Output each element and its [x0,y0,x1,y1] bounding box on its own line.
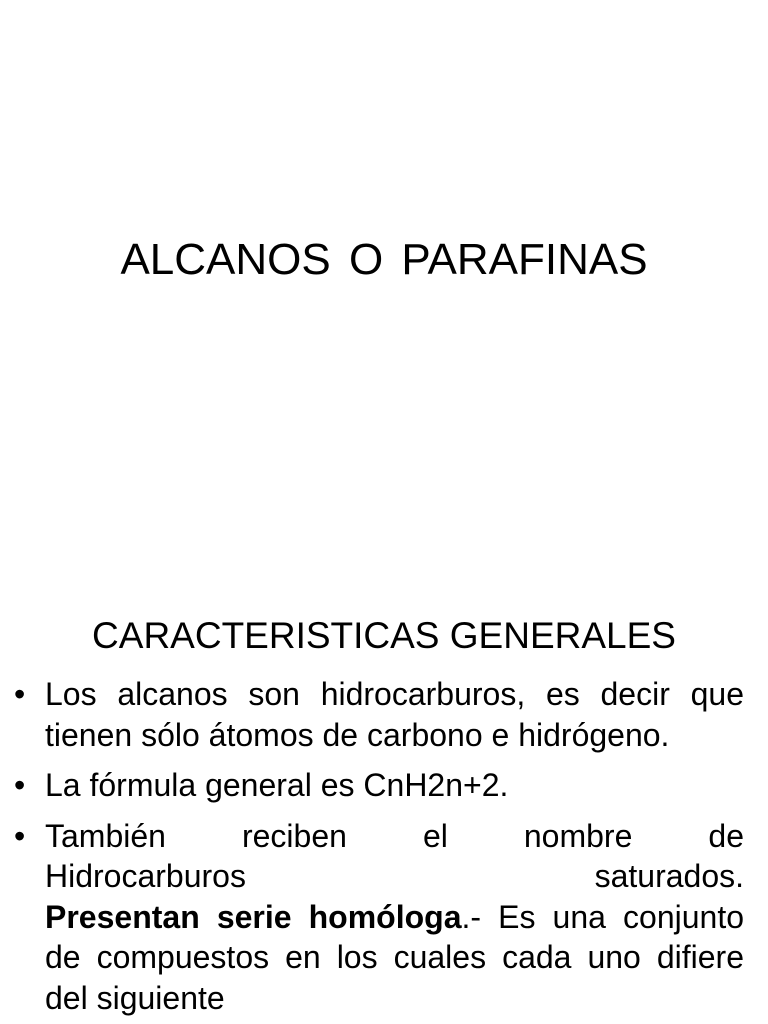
bullet-text-block [45,816,744,1019]
bold-term: Presentan serie homóloga [45,898,462,935]
bullet-text-continuation: .- Es una conjunto de compuestos en los cuales cada uno difiere del siguiente [45,898,744,1016]
characteristics-heading: CARACTERISTICAS GENERALES [92,615,676,656]
slide-title-heading: ALCANOS O PARAFINAS [120,235,648,284]
bullet-text-line: Hidrocarburos saturados. [45,858,744,894]
bullet-icon: • [14,767,26,803]
list-item [14,674,744,755]
list-item [14,765,744,806]
bullet-text-line: También reciben el nombre de [45,817,744,854]
bullet-icon: • [14,676,26,712]
slide-characteristics [0,576,768,1024]
bullet-text: La fórmula general es CnH2n+2. [45,767,509,803]
list-item [14,816,744,1019]
bullet-text: Los alcanos son hidrocarburos, es decir que tienen sólo átomos de carbono e hidrógeno. [45,676,744,753]
characteristics-list [14,674,744,1024]
bullet-icon: • [14,817,26,854]
bullet-text-paragraph [45,897,744,1019]
